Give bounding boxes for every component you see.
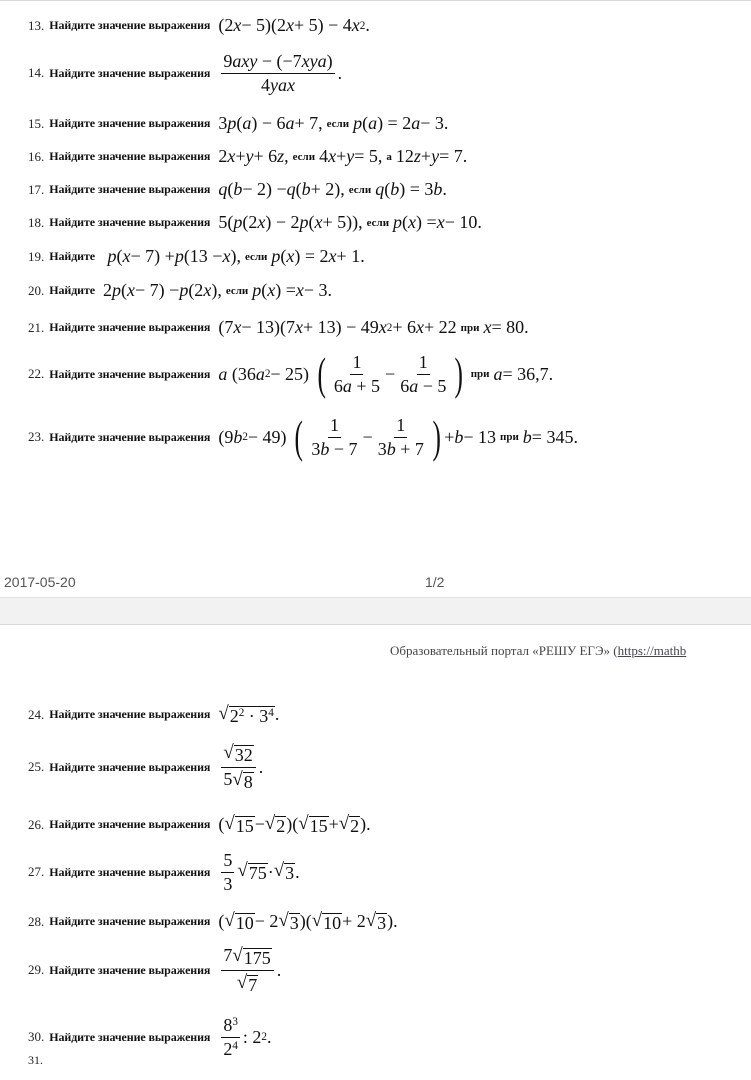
portal-name: Образовательный портал «РЕШУ ЕГЭ» [390, 643, 611, 658]
problem-label: Найдите значение выражения [49, 18, 211, 32]
problem-expression: p ( x − 7) + p (13 − x ) , если p ( x ) = 2 x + 1. [107, 246, 365, 266]
problem-number: 23. [28, 429, 45, 444]
problem-label: Найдите значение выражения [49, 116, 211, 130]
problem-expression: 7 √ 175 √ 7 . [223, 945, 282, 995]
problem-expression: (9 b 2 − 49) ( $\frac{1}{3b - 7}$ − $\frac{1}{3b + 7}$ ) + b − 13 при b = 345. [218, 411, 578, 462]
problem-28 [28, 910, 398, 934]
problem-22 [28, 348, 554, 399]
problem-label: Найдите значение выражения [49, 149, 211, 163]
problem-13 [28, 15, 370, 36]
problem-expression: $\frac{5}{3}$ √ 75 · √ 3 . [223, 850, 300, 894]
problem-label: Найдите значение выражения [49, 366, 211, 381]
problem-number: 26. [28, 816, 45, 832]
problem-number: 21. [28, 319, 45, 335]
word-if: если [326, 117, 350, 130]
word-if: если [366, 216, 390, 229]
problem-number: 28. [28, 913, 45, 929]
problem-number: 24. [28, 706, 45, 722]
problem-number: 27. [28, 864, 45, 880]
problem-label: Найдите значение выражения [49, 759, 211, 774]
problem-expression: 5( p (2 x ) − 2 p ( x + 5)) , если p ( x ) = x − 10. [218, 212, 482, 232]
problem-label: Найдите значение выражения [49, 817, 211, 832]
problem-expression: ( √ 15 − √ 2 )( √ 15 + √ 2 ). [218, 813, 371, 836]
page-header: Образовательный портал «РЕШУ ЕГЭ» (https://mathb [390, 643, 687, 658]
problem-20 [28, 280, 332, 301]
problem-17 [28, 179, 447, 200]
problem-number: 29. [28, 962, 45, 978]
problem-15 [28, 113, 448, 134]
problem-label: Найдите значение выражения [49, 962, 211, 977]
problem-expression: (2 x − 5)(2 x + 5) − 4 x 2 . [218, 15, 370, 35]
word-at: при [460, 321, 480, 334]
problem-label: Найдите значение выражения [49, 1029, 211, 1044]
page-separator [0, 597, 751, 625]
word-if: если [292, 150, 316, 163]
problem-number: 20. [28, 282, 45, 298]
problem-expression: √ $2^2 \cdot 3^4$ . [218, 703, 280, 726]
footer-page-number: 1/2 [425, 574, 445, 590]
problem-31-number: 31. [28, 1053, 43, 1067]
problem-number: 16. [28, 148, 45, 164]
problem-number: 30. [28, 1029, 45, 1045]
problem-label: Найдите значение выражения [49, 320, 211, 334]
word-if: если [348, 183, 372, 196]
problem-25 [28, 742, 263, 793]
problem-14 [28, 51, 342, 95]
problem-label: Найдите значение выражения [49, 215, 211, 229]
problem-19 [28, 246, 365, 267]
problem-expression: $\frac{\text{9axy − (−7xya)}}{\text{4yax}}$ . [223, 51, 343, 95]
word-at: при [470, 368, 490, 380]
word-if: если [244, 250, 268, 263]
problem-expression: √ 32 5 √ 8 . [223, 742, 264, 792]
problem-label: Найдите значение выражения [49, 864, 211, 879]
problem-label: Найдите значение выражения [49, 182, 211, 196]
problem-expression: (7 x − 13)(7 x + 13) − 49 x 2 + 6 x + 22 при x = 80. [218, 317, 529, 337]
word-if: если [225, 284, 249, 297]
problem-label: Найдите значение выражения [49, 914, 211, 929]
problem-number: 14. [28, 65, 45, 81]
problem-27 [28, 850, 300, 894]
problem-expression: 2 p ( x − 7) − p (2 x ) , если p ( x ) = x − 3. [103, 280, 333, 300]
problem-number: 17. [28, 181, 45, 197]
problem-number: 18. [28, 214, 45, 230]
word-and: а [386, 150, 392, 163]
problem-21 [28, 317, 529, 338]
problem-number: 22. [28, 366, 45, 381]
problem-number: 15. [28, 115, 45, 131]
problem-expression: $\frac{8^3}{2^4}$ : 2 2 . [223, 1015, 272, 1059]
problem-expression: 2 x + y + 6 z , если 4 x + y = 5 , а 12 z + y = 7. [218, 146, 468, 166]
problem-30 [28, 1015, 272, 1059]
problem-number: 19. [28, 248, 45, 264]
problem-label: Найдите значение выражения [49, 429, 211, 444]
problem-number: 25. [28, 759, 45, 775]
problem-expression: a (36 a 2 − 25) ( $\frac{1}{6a + 5}$ − $\frac{1}{6a - 5}$ ) при a = 36,7. [218, 348, 554, 399]
problem-18 [28, 212, 482, 233]
problem-26 [28, 813, 371, 837]
problem-expression: 3 p ( a ) − 6 a + 7 , если p ( a ) = 2 a − 3. [218, 113, 449, 133]
problem-expression: ( √ 10 − 2 √ 3 )( √ 10 + 2 √ 3 ). [218, 910, 398, 933]
problem-label: Найдите [49, 283, 96, 297]
problem-16 [28, 146, 467, 167]
word-at: при [500, 431, 519, 443]
problem-label: Найдите [49, 249, 96, 263]
footer-date: 2017-05-20 [4, 574, 76, 590]
problem-expression: q ( b − 2) − q ( b + 2) , если q ( b ) = 3 b . [218, 179, 447, 199]
problem-label: Найдите значение выражения [49, 65, 211, 80]
problem-29 [28, 945, 281, 996]
problem-number: 13. [28, 17, 45, 33]
portal-link[interactable]: https://mathb [617, 643, 687, 658]
problem-24 [28, 703, 279, 727]
problem-23 [28, 411, 578, 462]
problem-label: Найдите значение выражения [49, 707, 211, 722]
